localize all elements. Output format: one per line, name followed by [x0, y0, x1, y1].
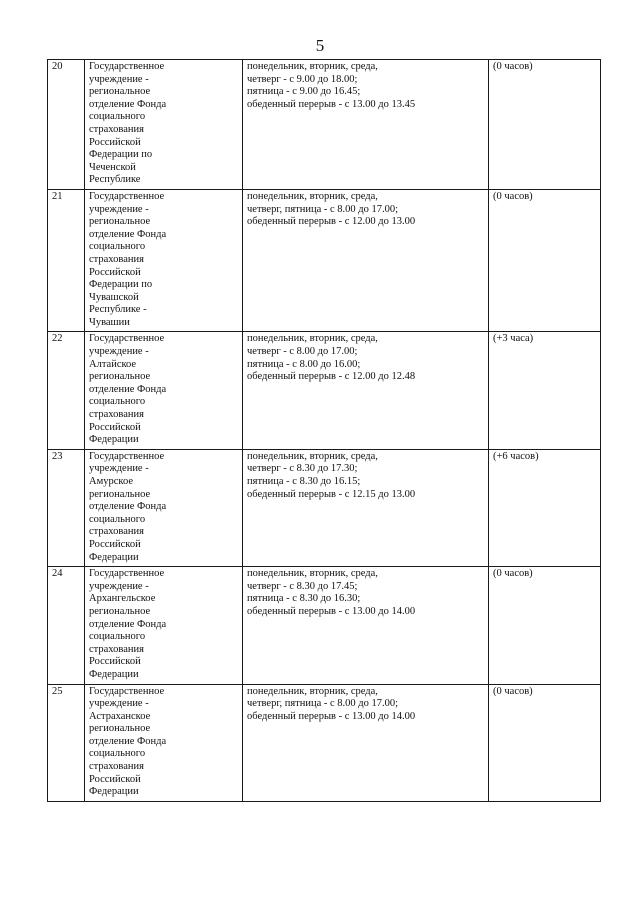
page-number: 5	[315, 36, 325, 55]
organization-name: Государственное учреждение - Амурское региональное отделение Фонда социального страхования Российской Федерации	[85, 449, 243, 566]
organization-name: Государственное учреждение - региональное отделение Фонда социального страхования Российской Федерации по Чувашской Республике - Чувашии	[85, 189, 243, 332]
organization-name: Государственное учреждение - Астраханское региональное отделение Фонда социального страхования Российской Федерации	[85, 684, 243, 801]
row-number: 21	[48, 189, 85, 332]
timezone-offset: (+3 часа)	[489, 332, 601, 449]
working-hours: понедельник, вторник, среда, четверг - с 8.30 до 17.45; пятница - с 8.30 до 16.30; обеденный перерыв - с 13.00 до 14.00	[243, 567, 489, 684]
office-schedule-table	[47, 59, 601, 802]
organization-name: Государственное учреждение - региональное отделение Фонда социального страхования Российской Федерации по Чеченской Республике	[85, 60, 243, 190]
organization-name: Государственное учреждение - Алтайское региональное отделение Фонда социального страхования Российской Федерации	[85, 332, 243, 449]
row-number: 23	[48, 449, 85, 566]
row-number: 20	[48, 60, 85, 190]
table-row	[48, 684, 601, 801]
row-number: 22	[48, 332, 85, 449]
timezone-offset: (0 часов)	[489, 189, 601, 332]
timezone-offset: (0 часов)	[489, 567, 601, 684]
row-number: 24	[48, 567, 85, 684]
table-row	[48, 60, 601, 190]
working-hours: понедельник, вторник, среда, четверг - с 8.30 до 17.30; пятница - с 8.30 до 16.15; обеденный перерыв - с 12.15 до 13.00	[243, 449, 489, 566]
working-hours: понедельник, вторник, среда, четверг, пятница - с 8.00 до 17.00; обеденный перерыв - с 12.00 до 13.00	[243, 189, 489, 332]
timezone-offset: (+6 часов)	[489, 449, 601, 566]
timezone-offset: (0 часов)	[489, 684, 601, 801]
table-row	[48, 189, 601, 332]
table-row	[48, 449, 601, 566]
table-row	[48, 567, 601, 684]
timezone-offset: (0 часов)	[489, 60, 601, 190]
organization-name: Государственное учреждение - Архангельское региональное отделение Фонда социального страхования Российской Федерации	[85, 567, 243, 684]
working-hours: понедельник, вторник, среда, четверг - с 9.00 до 18.00; пятница - с 9.00 до 16.45; обеденный перерыв - с 13.00 до 13.45	[243, 60, 489, 190]
working-hours: понедельник, вторник, среда, четверг, пятница - с 8.00 до 17.00; обеденный перерыв - с 13.00 до 14.00	[243, 684, 489, 801]
working-hours: понедельник, вторник, среда, четверг - с 8.00 до 17.00; пятница - с 8.00 до 16.00; обеденный перерыв - с 12.00 до 12.48	[243, 332, 489, 449]
table-row	[48, 332, 601, 449]
row-number: 25	[48, 684, 85, 801]
